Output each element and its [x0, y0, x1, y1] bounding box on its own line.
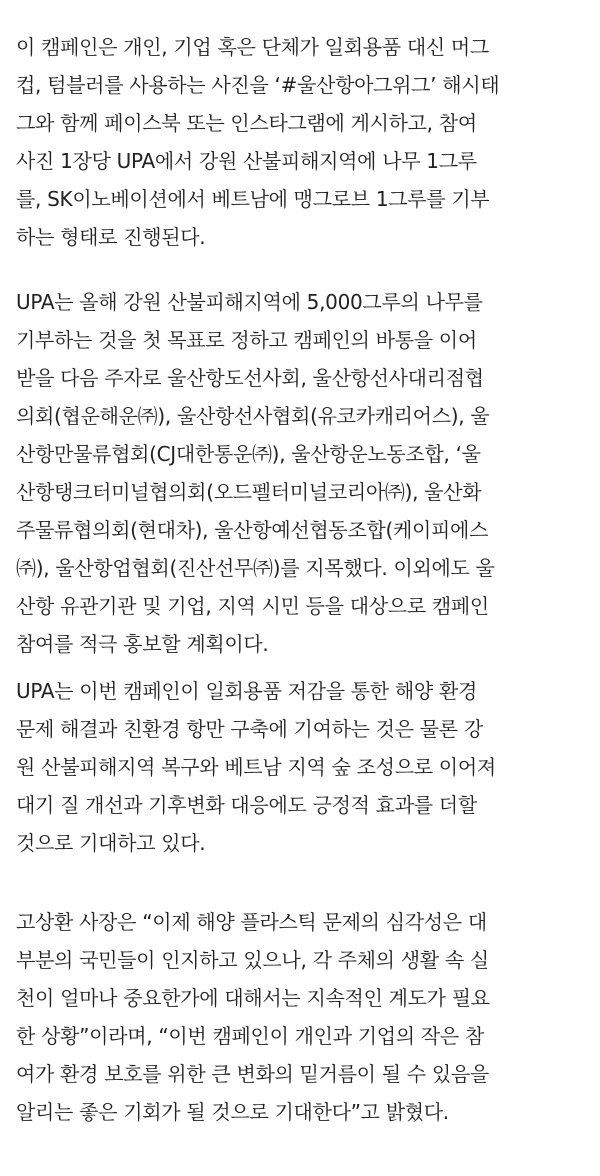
text-line: 컵, 텀블러를 사용하는 사진을 ‘#울산항아그위그’ 해시태: [16, 73, 500, 97]
text-line: 산항 유관기관 및 기업, 지역 시민 등을 대상으로 캠페인: [16, 594, 489, 618]
text-line: 원 산불피해지역 복구와 베트남 지역 숲 조성으로 이어져: [16, 755, 496, 779]
text-line: 그와 함께 페이스북 또는 인스타그램에 게시하고, 참여: [16, 111, 477, 135]
text-line: 받을 다음 주자로 울산항도선사회, 울산항선사대리점협: [16, 366, 484, 390]
paragraph-campaign-method: [16, 28, 499, 256]
text-line: 산항탱크터미널협의회(오드펠터미널코리아㈜), 울산화: [16, 480, 482, 504]
text-line: 의회(협운해운㈜), 울산항선사협회(유코카캐리어스), 울: [16, 404, 490, 428]
text-line: UPA는 올해 강원 산불피해지역에 5,000그루의 나무를: [16, 290, 483, 314]
paragraph-campaign-goal: [16, 283, 495, 663]
text-line: 한 상황”이라며, “이번 캠페인이 개인과 기업의 작은 참: [16, 1024, 485, 1048]
text-line: 문제 해결과 친환경 항만 구축에 기여하는 것은 물론 강: [16, 717, 483, 741]
text-line: 를, SK이노베이션에서 베트남에 맹그로브 1그루를 기부: [16, 187, 490, 211]
text-line: 천이 얼마나 중요한가에 대해서는 지속적인 계도가 필요: [16, 986, 490, 1010]
text-line: 기부하는 것을 첫 목표로 정하고 캠페인의 바통을 이어: [16, 328, 477, 352]
text-line: 이 캠페인은 개인, 기업 혹은 단체가 일회용품 대신 머그: [16, 35, 489, 59]
text-line: 산항만물류협회(CJ대한통운㈜), 울산항운노동조합, ‘울: [16, 442, 481, 466]
text-line: UPA는 이번 캠페인이 일회용품 저감을 통한 해양 환경: [16, 679, 478, 703]
text-line: 알리는 좋은 기회가 될 것으로 기대한다”고 밝혔다.: [16, 1100, 449, 1124]
text-line: 부분의 국민들이 인지하고 있으나, 각 주체의 생활 속 실: [16, 948, 489, 972]
text-line: ㈜), 울산항업협회(진산선무㈜)를 지목했다. 이외에도 울: [16, 556, 495, 580]
text-line: 여가 환경 보호를 위한 큰 변화의 밑거름이 될 수 있음을: [16, 1062, 489, 1086]
text-line: 주물류협의회(현대차), 울산항예선협동조합(케이피에스: [16, 518, 489, 542]
paragraph-expected-effect: [16, 672, 496, 862]
text-line: 것으로 기대하고 있다.: [16, 831, 206, 855]
text-line: 하는 형태로 진행된다.: [16, 225, 206, 249]
text-line: 사진 1장당 UPA에서 강원 산불피해지역에 나무 1그루: [16, 149, 477, 173]
text-line: 참여를 적극 홍보할 계획이다.: [16, 632, 269, 656]
text-line: 대기 질 개선과 기후변화 대응에도 긍정적 효과를 더할: [16, 793, 477, 817]
text-line: 고상환 사장은 “이제 해양 플라스틱 문제의 심각성은 대: [16, 910, 487, 934]
paragraph-ceo-quote: [16, 903, 490, 1131]
